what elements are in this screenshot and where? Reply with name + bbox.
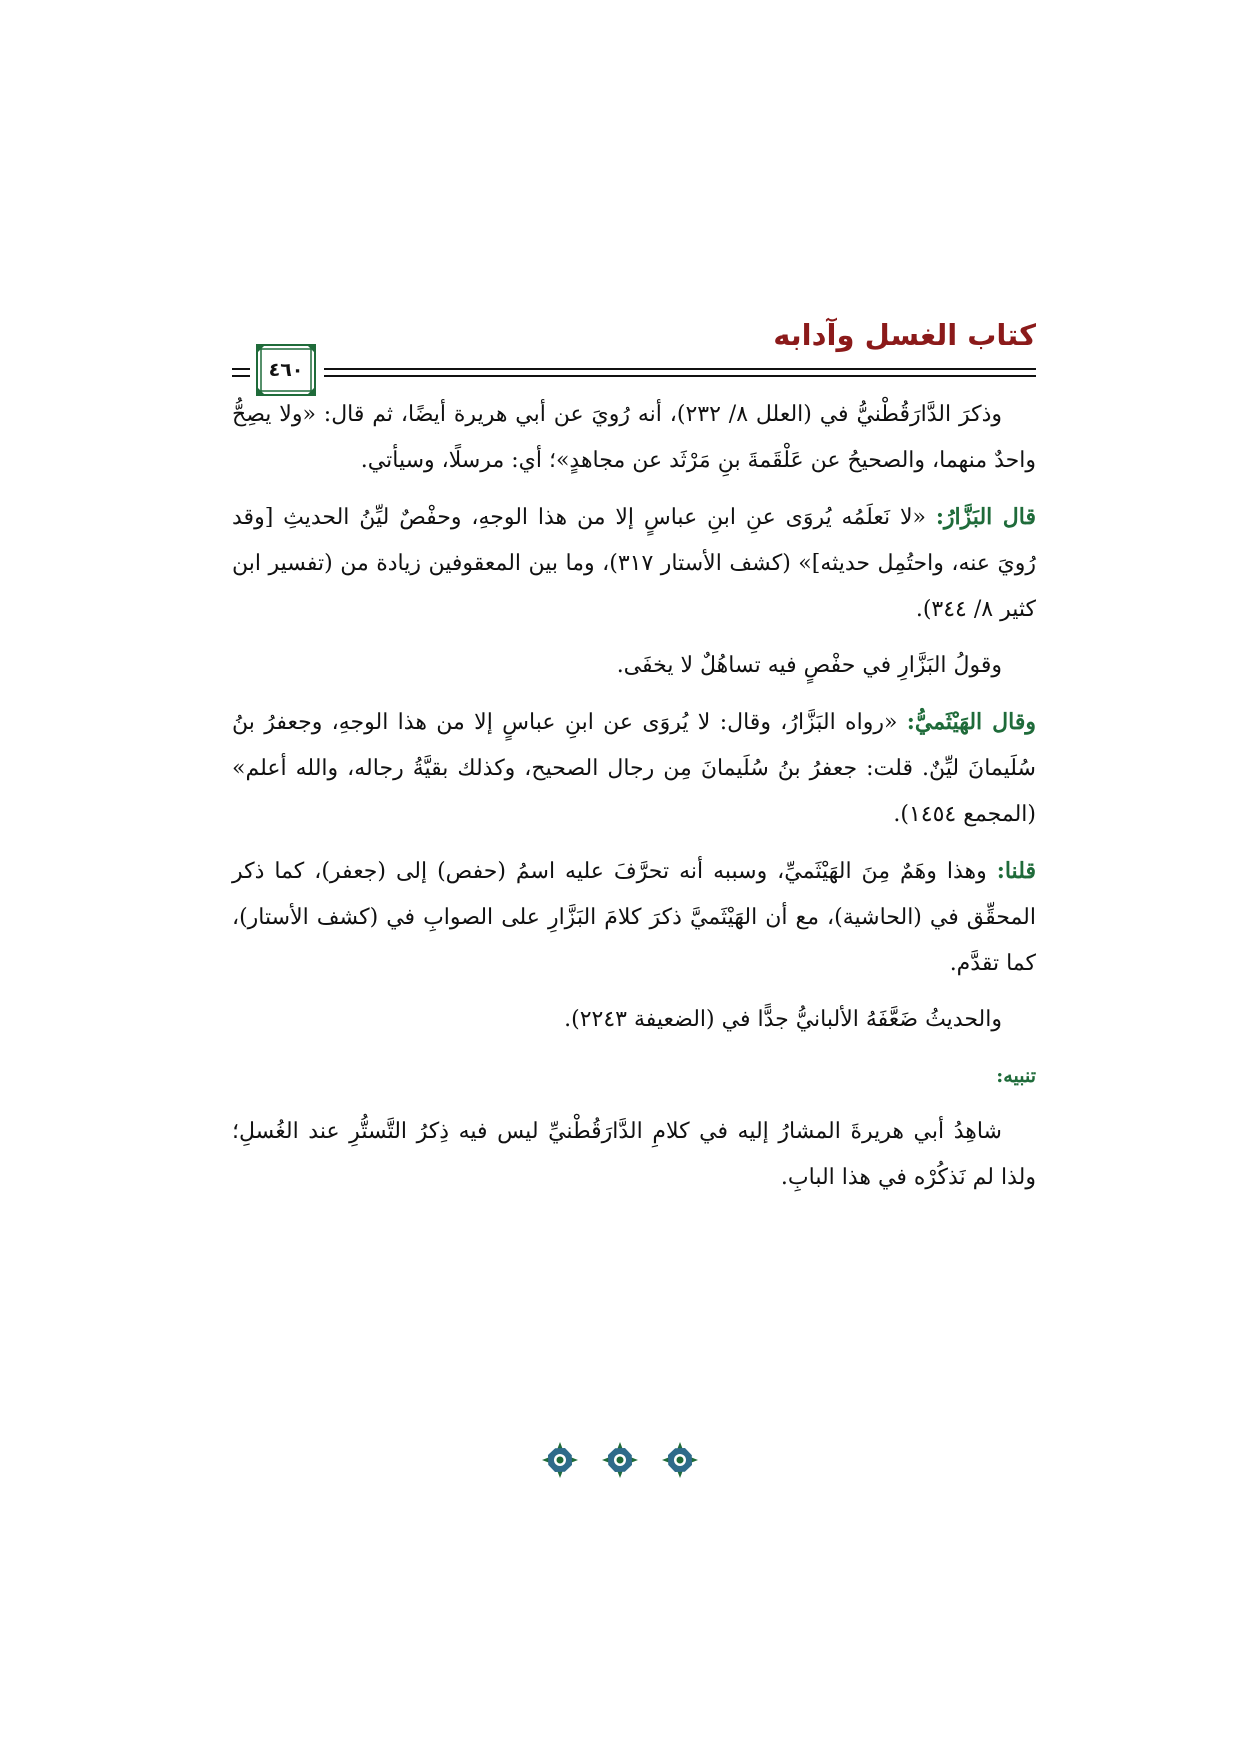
header-rule (324, 375, 1036, 377)
main-text (232, 392, 1036, 1211)
note-heading: تنبيه: (996, 1065, 1036, 1087)
paragraph-lead: وقال الهَيْثَميُّ: (906, 709, 1036, 735)
header-rule-stub (232, 368, 250, 370)
paragraph-text: وقولُ البَزَّارِ في حفْصٍ فيه تساهُلٌ لا يخفَى. (616, 653, 1002, 678)
page-number-badge (256, 344, 316, 396)
note-paragraph (232, 1109, 1036, 1201)
paragraph-text: وذكرَ الدَّارَقُطْنيُّ في (العلل ٨/ ٢٣٢)، أنه رُويَ عن أبي هريرة أيضًا، ثم قال: «ولا يصِحُّ واحدٌ منهما، والصحيحُ عن عَلْقَمةَ بنِ مَرْثَد عن مجاهدٍ»؛ أي: مرسلًا، وسيأتي. (232, 402, 1036, 473)
header-rule-stub (232, 375, 250, 377)
page-number: ٤٦٠ (268, 359, 304, 381)
paragraph-text: والحديثُ ضَعَّفَهُ الألبانيُّ جدًّا في (الضعيفة ٢٢٤٣). (564, 1007, 1002, 1032)
floral-star-ornament-icon (540, 1440, 580, 1480)
floral-star-ornament-icon (600, 1440, 640, 1480)
paragraph-lead: قلنا: (996, 858, 1036, 884)
paragraph (232, 848, 1036, 987)
paragraph (232, 643, 1036, 689)
header-rule (324, 368, 1036, 370)
paragraph (232, 494, 1036, 633)
end-ornaments (540, 1440, 700, 1480)
note-text: شاهِدُ أبي هريرةَ المشارُ إليه في كلامِ الدَّارَقُطْنيِّ ليس فيه ذِكرُ التَّستُّرِ عند الغُسلِ؛ ولذا لم نَذكُرْه في هذا البابِ. (232, 1119, 1036, 1190)
paragraph (232, 699, 1036, 838)
floral-star-ornament-icon (660, 1440, 700, 1480)
paragraph-text: «رواه البَزَّارُ، وقال: لا يُروَى عن ابنِ عباسٍ إلا من هذا الوجهِ، وجعفرُ بنُ سُلَيمانَ ليِّنٌ. قلت: جعفرُ بنُ سُلَيمانَ مِن رجال الصحيح، وكذلك بقيَّةُ رجاله، والله أعلم» (المجمع ١٤٥٤). (232, 710, 1036, 827)
paragraph-text: وهذا وهَمٌ مِنَ الهَيْثَميِّ، وسببه أنه تحرَّفَ عليه اسمُ (حفص) إلى (جعفر)، كما ذكر المحقِّق في (الحاشية)، مع أن الهَيْثَميَّ ذكرَ كلامَ البَزَّارِ على الصوابِ في (كشف الأستار)، كما تقدَّم. (232, 859, 1036, 976)
paragraph (232, 392, 1036, 484)
paragraph-text: «لا نَعلَمُه يُروَى عنِ ابنِ عباسٍ إلا من هذا الوجهِ، وحفْصٌ ليِّنُ الحديثِ [وقد رُويَ عنه، واحتُمِل حديثه]» (كشف الأستار ٣١٧)، وما بين المعقوفين زيادة من (تفسير ابن كثير ٨/ ٣٤٤). (232, 505, 1036, 622)
paragraph-lead: قال البَزَّارُ: (935, 504, 1036, 530)
paragraph (232, 997, 1036, 1043)
book-title: كتاب الغسل وآدابه (773, 318, 1036, 352)
page-header (232, 318, 1036, 388)
